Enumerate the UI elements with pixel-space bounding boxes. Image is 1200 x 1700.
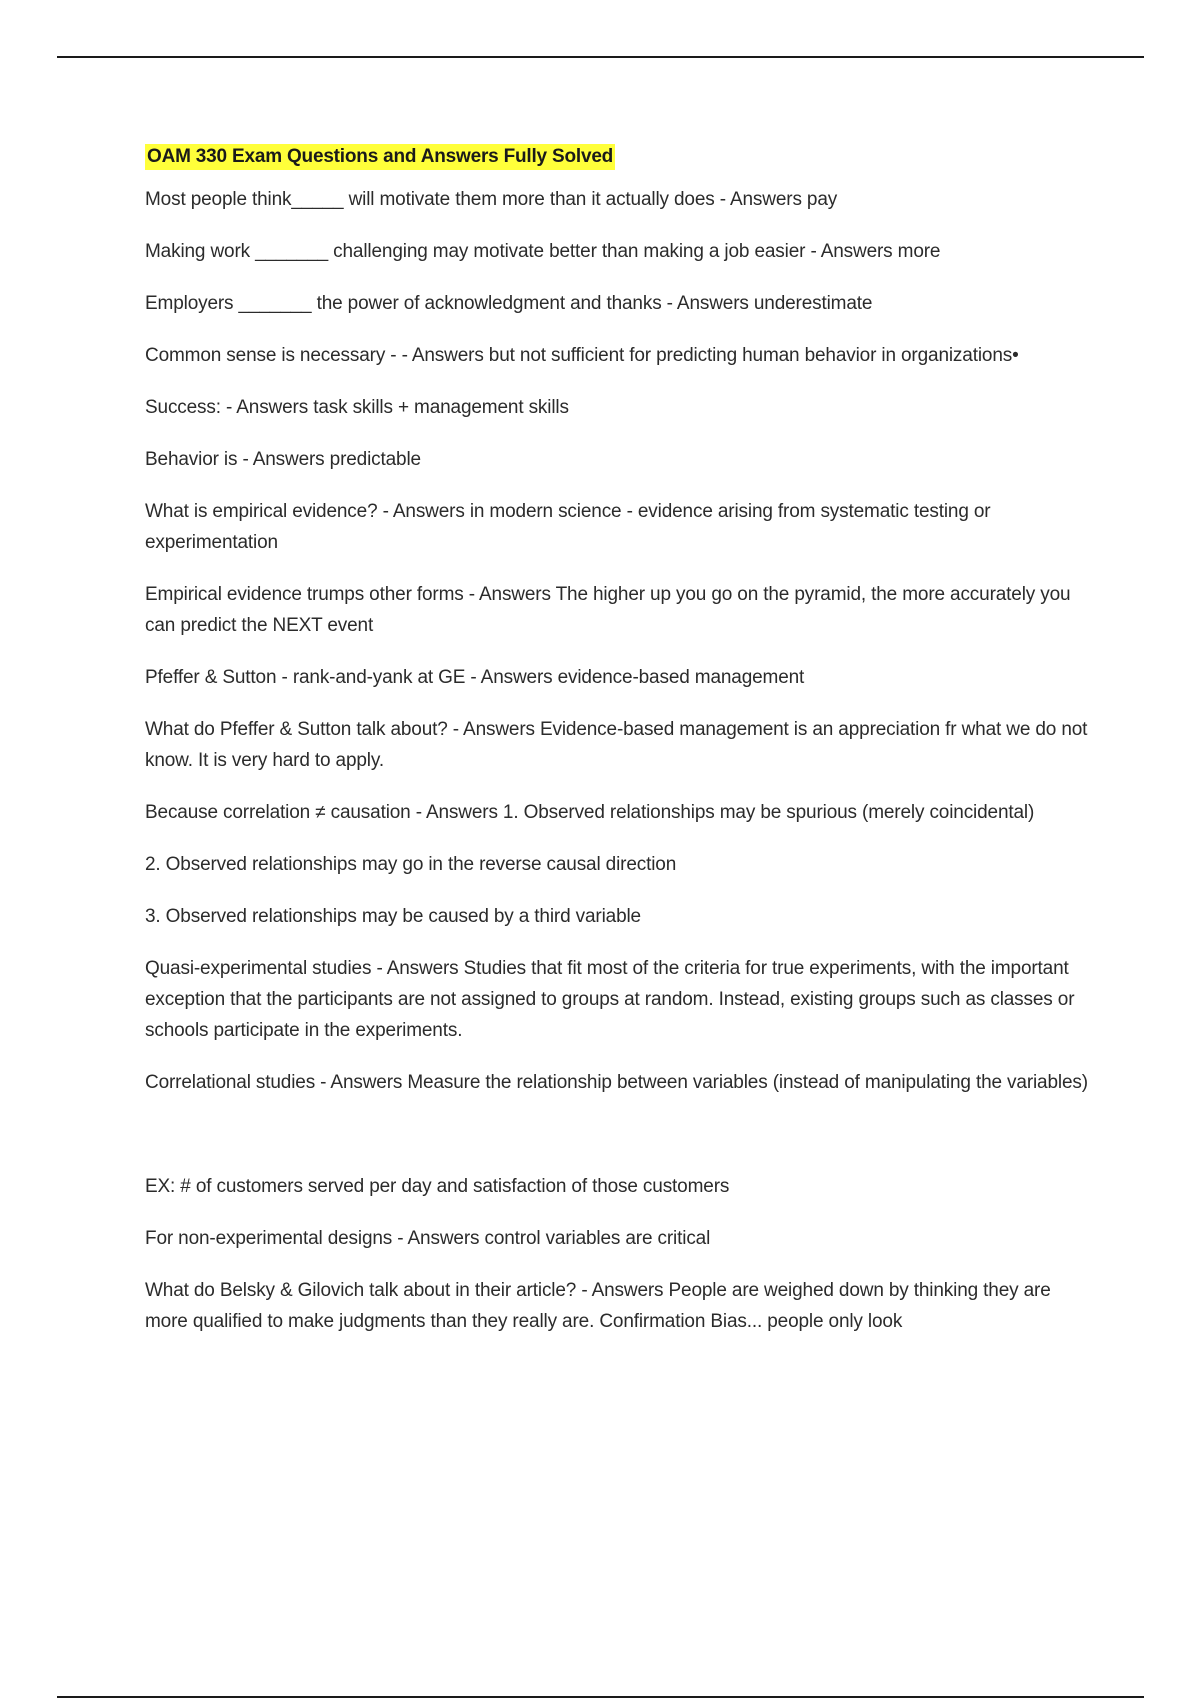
- paragraph: Most people think_____ will motivate them more than it actually does - Answers pay: [145, 189, 838, 210]
- paragraph: Correlational studies - Answers Measure the relationship between variables (instead of manipulating the variables): [145, 1072, 1088, 1093]
- paragraph: 2. Observed relationships may go in the reverse causal direction: [145, 854, 677, 875]
- paragraph: Making work _______ challenging may motivate better than making a job easier - Answers more: [145, 241, 941, 262]
- paragraph: Behavior is - Answers predictable: [145, 449, 421, 470]
- paragraph: For non-experimental designs - Answers control variables are critical: [145, 1228, 711, 1249]
- paragraph: Success: - Answers task skills + management skills: [145, 397, 569, 418]
- paragraph: What do Belsky & Gilovich talk about in their article? - Answers People are weighed down by thinking they are more qualified to make judgments than they really are. Confirmation Bias... people only look: [145, 1280, 1051, 1332]
- paragraph: Because correlation ≠ causation - Answers 1. Observed relationships may be spurious (merely coincidental): [145, 802, 1035, 823]
- blank-line-spacer: [145, 1119, 1090, 1171]
- paragraph: Employers _______ the power of acknowledgment and thanks - Answers underestimate: [145, 293, 873, 314]
- paragraph: 3. Observed relationships may be caused by a third variable: [145, 906, 641, 927]
- paragraph: Quasi-experimental studies - Answers Studies that fit most of the criteria for true experiments, with the important exception that the participants are not assigned to groups at random. Instead, existing groups such as classes or schools participate in the experiments.: [145, 958, 1075, 1041]
- document-title: OAM 330 Exam Questions and Answers Fully Solved: [145, 144, 615, 170]
- bottom-rule: [57, 1696, 1144, 1698]
- paragraph: Empirical evidence trumps other forms - Answers The higher up you go on the pyramid, the more accurately you can predict the NEXT event: [145, 584, 1071, 636]
- paragraph: What do Pfeffer & Sutton talk about? - Answers Evidence-based management is an appreciation fr what we do not know. It is very hard to apply.: [145, 719, 1088, 771]
- document-body: [145, 144, 1090, 1358]
- paragraph: What is empirical evidence? - Answers in modern science - evidence arising from systematic testing or experimentation: [145, 501, 991, 553]
- paragraph: Pfeffer & Sutton - rank-and-yank at GE - Answers evidence-based management: [145, 667, 805, 688]
- paragraph: Common sense is necessary - - Answers but not sufficient for predicting human behavior in organizations•: [145, 345, 1019, 366]
- paragraph: EX: # of customers served per day and satisfaction of those customers: [145, 1176, 730, 1197]
- top-rule: [57, 56, 1144, 58]
